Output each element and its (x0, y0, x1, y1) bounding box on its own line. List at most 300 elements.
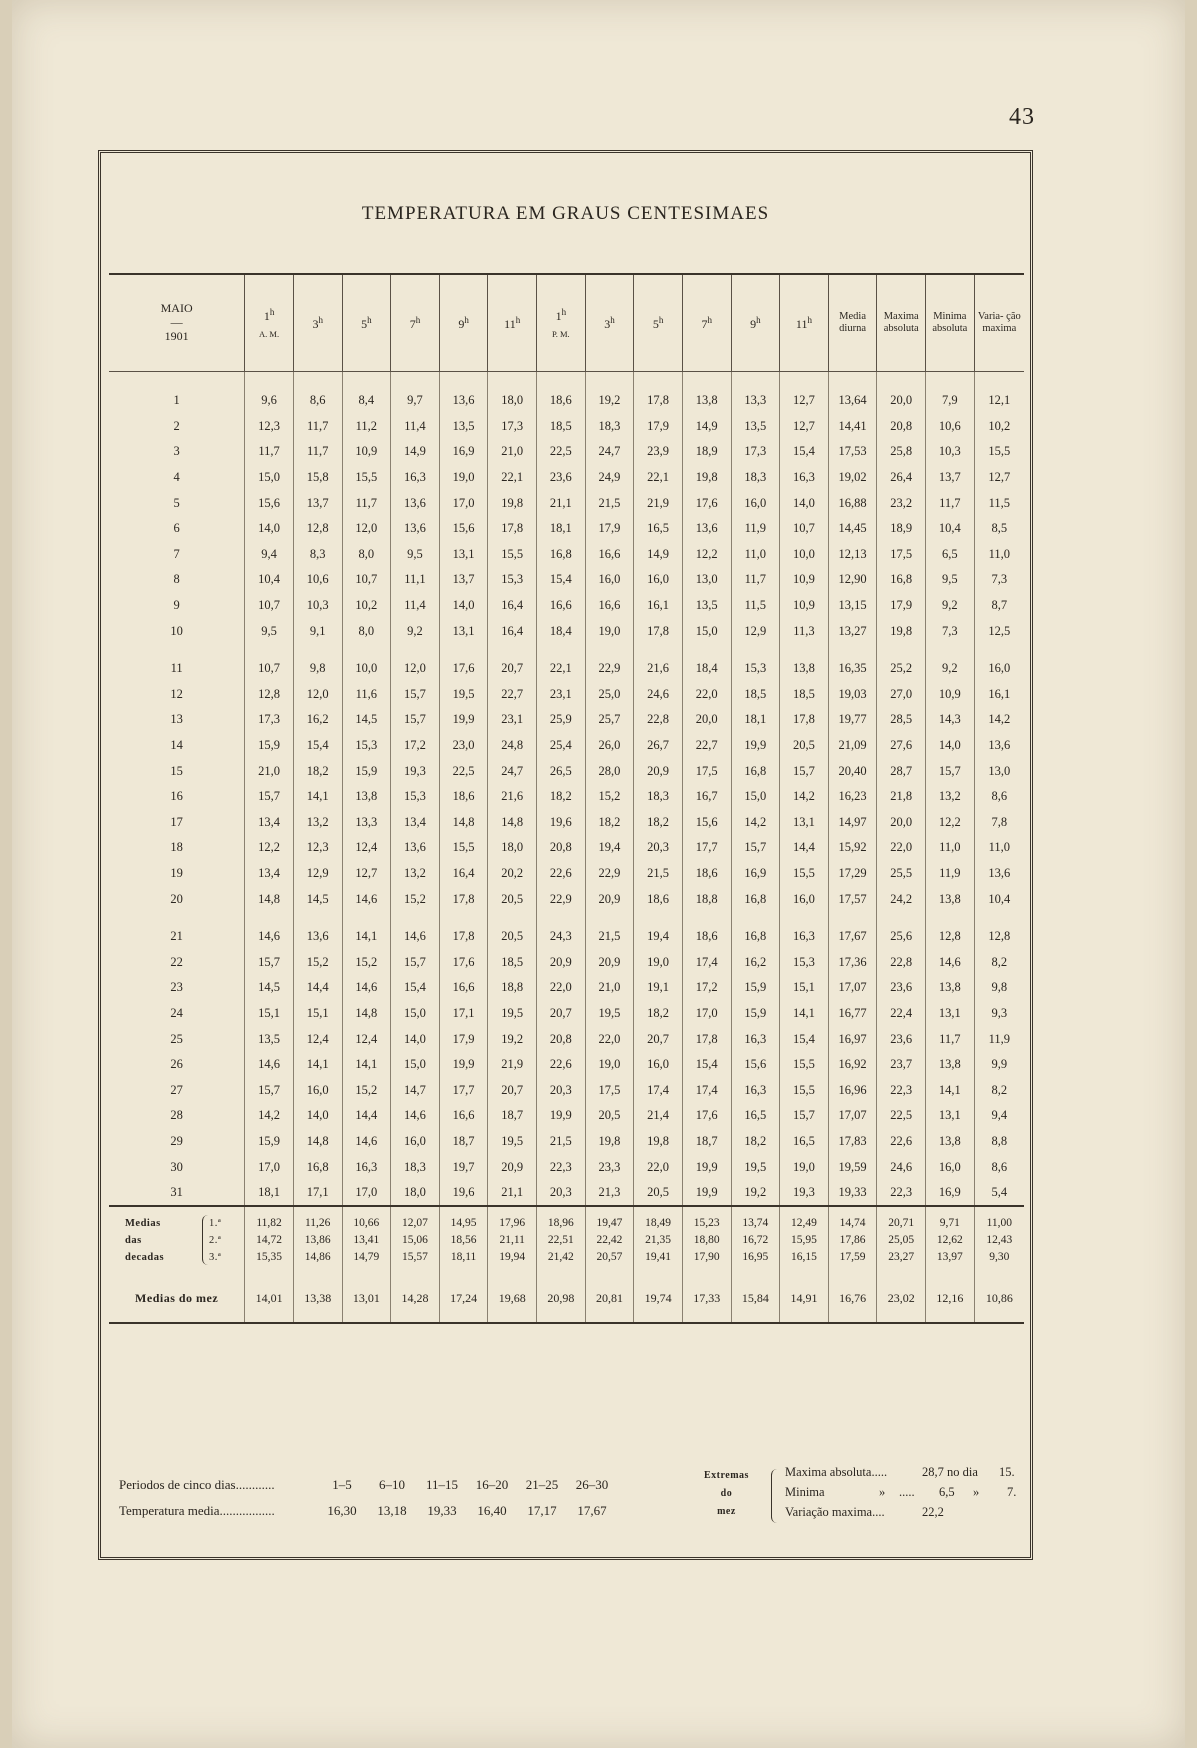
value-cell: 22,7 (488, 682, 537, 708)
value-cell: 10,9 (926, 682, 975, 708)
hour-header: 9$^h$ (731, 274, 780, 372)
table-row (109, 1001, 1024, 1027)
value-cell: 18,4 (682, 656, 731, 682)
value-cell: 16,23 (828, 784, 877, 810)
day-number: 4 (173, 470, 180, 485)
value-cell: 13,3 (731, 372, 780, 414)
value-cell: 9,5 (926, 567, 975, 593)
value-cell: 20,5 (488, 886, 537, 912)
value-cell: 14,0 (245, 516, 294, 542)
hour-header: 1$^h$ P. M. (537, 274, 586, 372)
value-cell: 22,3 (877, 1077, 926, 1103)
value-cell: 13,3 (342, 810, 391, 836)
gap-cell (731, 644, 780, 656)
value-cell: 16,6 (439, 975, 488, 1001)
gap-cell (293, 644, 342, 656)
table-row (109, 593, 1024, 619)
value-cell: 17,2 (391, 733, 440, 759)
value-cell: 11,1 (391, 567, 440, 593)
value-cell: 13,4 (245, 861, 294, 887)
mez-value-cell: 20,98 (537, 1274, 586, 1323)
value-cell: 13,6 (974, 861, 1024, 887)
decada-value: 19,94 (499, 1251, 526, 1264)
temperatura-cell: 17,67 (577, 1503, 607, 1518)
value-cell: 13,1 (926, 1001, 975, 1027)
value-cell: 15,0 (682, 618, 731, 644)
value-cell: 14,6 (342, 1129, 391, 1155)
decada-value: 25,05 (888, 1234, 915, 1247)
value-cell: 17,0 (439, 490, 488, 516)
decada-value: 23,27 (888, 1251, 915, 1264)
decada-value: 12,43 (986, 1234, 1013, 1247)
mez-value-cell: 14,01 (245, 1274, 294, 1323)
periodo-cell: 11–15 (425, 1477, 459, 1492)
value-cell: 25,5 (877, 861, 926, 887)
maxima-absoluta-header: Maxima absoluta (877, 274, 926, 372)
value-cell: 15,4 (780, 439, 829, 465)
decada-value: 12,49 (791, 1217, 817, 1230)
value-cell: 20,7 (488, 1077, 537, 1103)
value-cell: 12,4 (342, 1026, 391, 1052)
decada-values-cell (342, 1206, 391, 1274)
value-cell: 17,5 (682, 758, 731, 784)
value-cell: 13,6 (391, 835, 440, 861)
day-number: 25 (170, 1031, 183, 1046)
value-cell: 17,4 (682, 949, 731, 975)
value-cell: 20,9 (537, 949, 586, 975)
value-cell: 19,6 (537, 810, 586, 836)
value-cell: 20,3 (537, 1077, 586, 1103)
month-year-header: MAIO — 1901 (109, 274, 245, 372)
value-cell: 13,7 (293, 490, 342, 516)
value-cell: 19,77 (828, 707, 877, 733)
value-cell: 16,2 (731, 949, 780, 975)
value-cell: 12,8 (245, 682, 294, 708)
value-cell: 14,0 (293, 1103, 342, 1129)
table-row (109, 784, 1024, 810)
value-cell: 7,9 (926, 372, 975, 414)
value-cell: 15,2 (342, 949, 391, 975)
gap-cell (731, 912, 780, 924)
value-cell: 10,3 (293, 593, 342, 619)
value-cell: 19,0 (585, 618, 634, 644)
value-cell: 18,3 (634, 784, 683, 810)
value-cell: 15,0 (245, 465, 294, 491)
decada-value: 16,15 (791, 1251, 817, 1264)
value-cell: 17,6 (439, 656, 488, 682)
value-cell: 14,6 (342, 886, 391, 912)
value-cell: 14,9 (634, 542, 683, 568)
decada-values-cell (926, 1206, 975, 1274)
value-cell: 14,4 (780, 835, 829, 861)
value-cell: 22,7 (682, 733, 731, 759)
decada-value: 10,66 (353, 1217, 380, 1230)
value-cell: 20,5 (634, 1180, 683, 1207)
value-cell: 15,6 (682, 810, 731, 836)
decada-value: 21,35 (645, 1234, 672, 1247)
decada-value: 9,71 (939, 1217, 960, 1230)
value-cell: 26,7 (634, 733, 683, 759)
value-cell: 19,9 (439, 1052, 488, 1078)
gap-cell (974, 644, 1024, 656)
value-cell: 16,0 (780, 886, 829, 912)
value-cell: 10,6 (926, 414, 975, 440)
value-cell: 19,02 (828, 465, 877, 491)
value-cell: 11,9 (926, 861, 975, 887)
value-cell: 20,9 (585, 949, 634, 975)
value-cell: 25,0 (585, 682, 634, 708)
decada-value: 18,80 (693, 1234, 720, 1247)
decada-values-cell (537, 1206, 586, 1274)
value-cell: 15,2 (342, 1077, 391, 1103)
value-cell: 18,5 (488, 949, 537, 975)
value-cell: 18,2 (634, 1001, 683, 1027)
value-cell: 19,8 (877, 618, 926, 644)
value-cell: 18,5 (731, 682, 780, 708)
value-cell: 18,6 (682, 861, 731, 887)
value-cell: 12,0 (293, 682, 342, 708)
value-cell: 15,7 (245, 784, 294, 810)
value-cell: 11,9 (731, 516, 780, 542)
value-cell: 13,1 (439, 618, 488, 644)
value-cell: 13,8 (926, 1129, 975, 1155)
value-cell: 11,7 (293, 439, 342, 465)
value-cell: 15,0 (391, 1001, 440, 1027)
value-cell: 18,0 (391, 1180, 440, 1207)
value-cell: 17,9 (634, 414, 683, 440)
value-cell: 15,9 (245, 1129, 294, 1155)
day-number: 20 (170, 891, 183, 906)
value-cell: 21,0 (585, 975, 634, 1001)
mez-value-cell: 14,28 (391, 1274, 440, 1323)
value-cell: 14,6 (391, 1103, 440, 1129)
value-cell: 18,1 (731, 707, 780, 733)
table-row (109, 656, 1024, 682)
value-cell: 8,5 (974, 516, 1024, 542)
decada-value: 17,90 (693, 1251, 720, 1264)
value-cell: 15,7 (245, 1077, 294, 1103)
value-cell: 15,3 (488, 567, 537, 593)
value-cell: 15,4 (391, 975, 440, 1001)
value-cell: 19,5 (488, 1129, 537, 1155)
value-cell: 21,5 (585, 490, 634, 516)
value-cell: 15,7 (391, 949, 440, 975)
table-row (109, 1129, 1024, 1155)
day-number: 12 (170, 686, 183, 701)
value-cell: 20,5 (488, 924, 537, 950)
value-cell: 25,7 (585, 707, 634, 733)
day-number: 18 (170, 840, 183, 855)
value-cell: 10,0 (342, 656, 391, 682)
value-cell: 19,7 (439, 1154, 488, 1180)
decada-value: 14,72 (256, 1234, 283, 1247)
day-number: 5 (173, 495, 180, 510)
value-cell: 22,0 (585, 1026, 634, 1052)
value-cell: 16,4 (488, 593, 537, 619)
table-row (109, 835, 1024, 861)
day-number: 23 (170, 980, 183, 995)
value-cell: 14,8 (439, 810, 488, 836)
value-cell: 20,3 (537, 1180, 586, 1207)
table-row (109, 516, 1024, 542)
value-cell: 13,6 (391, 516, 440, 542)
day-number: 24 (170, 1005, 183, 1020)
value-cell: 15,4 (537, 567, 586, 593)
value-cell: 18,6 (634, 886, 683, 912)
mez-value-cell: 17,33 (682, 1274, 731, 1323)
value-cell: 15,7 (780, 1103, 829, 1129)
value-cell: 15,8 (293, 465, 342, 491)
value-cell: 18,3 (731, 465, 780, 491)
value-cell: 21,0 (488, 439, 537, 465)
value-cell: 11,3 (780, 618, 829, 644)
decada-value: 20,57 (596, 1251, 623, 1264)
value-cell: 10,9 (342, 439, 391, 465)
value-cell: 18,4 (537, 618, 586, 644)
mez-value-cell: 13,01 (342, 1274, 391, 1323)
value-cell: 17,6 (439, 949, 488, 975)
value-cell: 12,7 (780, 414, 829, 440)
value-cell: 15,92 (828, 835, 877, 861)
value-cell: 19,0 (634, 949, 683, 975)
value-cell: 13,64 (828, 372, 877, 414)
value-cell: 16,8 (877, 567, 926, 593)
value-cell: 22,9 (537, 886, 586, 912)
value-cell: 19,4 (634, 924, 683, 950)
value-cell: 26,0 (585, 733, 634, 759)
value-cell: 12,8 (293, 516, 342, 542)
value-cell: 17,7 (682, 835, 731, 861)
decada-values-cell (293, 1206, 342, 1274)
variacao-maxima-label: Variação maxima.... (785, 1505, 885, 1519)
decada-value: 17,86 (839, 1234, 866, 1247)
value-cell: 17,5 (877, 542, 926, 568)
value-cell: 11,7 (926, 490, 975, 516)
decada-value: 22,42 (596, 1234, 623, 1247)
hour-header: 3$^h$ (293, 274, 342, 372)
value-cell: 19,5 (488, 1001, 537, 1027)
value-cell: 10,4 (926, 516, 975, 542)
value-cell: 20,8 (537, 1026, 586, 1052)
value-cell: 14,5 (245, 975, 294, 1001)
day-number: 19 (170, 865, 183, 880)
value-cell: 10,9 (780, 593, 829, 619)
value-cell: 14,97 (828, 810, 877, 836)
day-number: 28 (170, 1108, 183, 1123)
value-cell: 16,3 (391, 465, 440, 491)
value-cell: 15,5 (342, 465, 391, 491)
gap-cell (391, 644, 440, 656)
value-cell: 14,8 (488, 810, 537, 836)
day-number: 26 (170, 1057, 183, 1072)
decada-value: 15,95 (791, 1234, 817, 1247)
value-cell: 15,7 (391, 707, 440, 733)
gap-cell (245, 644, 294, 656)
value-cell: 18,2 (634, 810, 683, 836)
temperatura-media-label: Temperatura media................. (119, 1503, 275, 1518)
value-cell: 18,7 (439, 1129, 488, 1155)
value-cell: 8,0 (342, 542, 391, 568)
decada-value: 17,96 (499, 1217, 526, 1230)
decada-value: 18,56 (450, 1234, 477, 1247)
value-cell: 11,0 (731, 542, 780, 568)
value-cell: 20,7 (537, 1001, 586, 1027)
gap-cell (537, 912, 586, 924)
value-cell: 13,5 (439, 414, 488, 440)
value-cell: 14,1 (780, 1001, 829, 1027)
value-cell: 11,4 (391, 593, 440, 619)
value-cell: 21,6 (488, 784, 537, 810)
extremas-brace (771, 1469, 778, 1523)
value-cell: 16,9 (731, 861, 780, 887)
table-row (109, 975, 1024, 1001)
value-cell: 22,3 (537, 1154, 586, 1180)
value-cell: 17,07 (828, 1103, 877, 1129)
value-cell: 13,6 (293, 924, 342, 950)
value-cell: 11,5 (731, 593, 780, 619)
value-cell: 17,0 (342, 1180, 391, 1207)
value-cell: 19,6 (439, 1180, 488, 1207)
value-cell: 15,1 (780, 975, 829, 1001)
value-cell: 16,7 (682, 784, 731, 810)
decada-value: 14,79 (353, 1251, 380, 1264)
day-number: 7 (173, 546, 180, 561)
value-cell: 15,7 (780, 758, 829, 784)
value-cell: 12,3 (293, 835, 342, 861)
value-cell: 12,5 (974, 618, 1024, 644)
value-cell: 19,1 (634, 975, 683, 1001)
decada-value: 14,74 (839, 1217, 866, 1230)
value-cell: 6,5 (926, 542, 975, 568)
value-cell: 13,4 (245, 810, 294, 836)
value-cell: 13,1 (926, 1103, 975, 1129)
value-cell: 17,6 (682, 490, 731, 516)
extremas-label: Extremas do mez (704, 1470, 749, 1517)
value-cell: 19,8 (634, 1129, 683, 1155)
value-cell: 14,6 (342, 975, 391, 1001)
value-cell: 10,7 (245, 656, 294, 682)
minima-absoluta-header: Minima absoluta (926, 274, 975, 372)
value-cell: 24,9 (585, 465, 634, 491)
value-cell: 12,2 (682, 542, 731, 568)
day-number: 16 (170, 789, 183, 804)
value-cell: 17,8 (439, 924, 488, 950)
decada-value: 15,57 (402, 1251, 428, 1264)
value-cell: 24,8 (488, 733, 537, 759)
mez-value-cell: 10,86 (974, 1274, 1024, 1323)
decada-values-cell (731, 1206, 780, 1274)
value-cell: 17,1 (439, 1001, 488, 1027)
value-cell: 13,8 (682, 372, 731, 414)
value-cell: 15,5 (780, 1077, 829, 1103)
value-cell: 15,9 (342, 758, 391, 784)
value-cell: 10,2 (974, 414, 1024, 440)
gap-cell (342, 912, 391, 924)
value-cell: 16,6 (585, 542, 634, 568)
value-cell: 14,45 (828, 516, 877, 542)
value-cell: 16,8 (731, 886, 780, 912)
value-cell: 13,15 (828, 593, 877, 619)
value-cell: 8,6 (293, 372, 342, 414)
hour-header: 11$^h$ (780, 274, 829, 372)
variacao-maxima-header: Varia- ção maxima (974, 274, 1024, 372)
value-cell: 14,4 (342, 1103, 391, 1129)
value-cell: 18,2 (731, 1129, 780, 1155)
value-cell: 21,6 (634, 656, 683, 682)
value-cell: 14,3 (926, 707, 975, 733)
value-cell: 15,0 (731, 784, 780, 810)
value-cell: 15,5 (974, 439, 1024, 465)
medias-do-mez-row (109, 1274, 1024, 1323)
gap-cell (245, 912, 294, 924)
gap-cell (391, 912, 440, 924)
gap-cell (780, 644, 829, 656)
value-cell: 20,8 (537, 835, 586, 861)
value-cell: 14,0 (926, 733, 975, 759)
decada-value: 16,95 (742, 1251, 769, 1264)
value-cell: 20,0 (877, 810, 926, 836)
value-cell: 28,0 (585, 758, 634, 784)
table-row (109, 861, 1024, 887)
value-cell: 19,2 (731, 1180, 780, 1207)
value-cell: 5,4 (974, 1180, 1024, 1207)
value-cell: 15,7 (731, 835, 780, 861)
value-cell: 8,6 (974, 784, 1024, 810)
value-cell: 17,3 (245, 707, 294, 733)
hour-header: 9$^h$ (439, 274, 488, 372)
value-cell: 21,09 (828, 733, 877, 759)
value-cell: 20,9 (585, 886, 634, 912)
value-cell: 23,6 (537, 465, 586, 491)
table-row (109, 924, 1024, 950)
value-cell: 16,1 (974, 682, 1024, 708)
value-cell: 15,5 (780, 1052, 829, 1078)
periodo-cell: 6–10 (379, 1477, 405, 1492)
gap-cell (439, 912, 488, 924)
value-cell: 20,9 (488, 1154, 537, 1180)
value-cell: 23,1 (537, 682, 586, 708)
value-cell: 11,5 (974, 490, 1024, 516)
value-cell: 11,7 (342, 490, 391, 516)
value-cell: 16,96 (828, 1077, 877, 1103)
table-row (109, 1077, 1024, 1103)
gap-cell (634, 912, 683, 924)
decada-value: 13,74 (742, 1217, 769, 1230)
value-cell: 15,6 (439, 516, 488, 542)
mez-value-cell: 13,38 (293, 1274, 342, 1323)
value-cell: 20,9 (634, 758, 683, 784)
decadas-brace (202, 1215, 209, 1265)
value-cell: 9,7 (391, 372, 440, 414)
value-cell: 22,3 (877, 1180, 926, 1207)
decada-value: 16,72 (742, 1234, 769, 1247)
value-cell: 22,8 (634, 707, 683, 733)
value-cell: 14,2 (731, 810, 780, 836)
value-cell: 16,3 (731, 1026, 780, 1052)
value-cell: 16,0 (974, 656, 1024, 682)
value-cell: 17,4 (682, 1077, 731, 1103)
gap-cell (488, 644, 537, 656)
decada-values-cell (585, 1206, 634, 1274)
value-cell: 22,0 (877, 835, 926, 861)
decada-value: 19,41 (645, 1251, 672, 1264)
value-cell: 14,1 (926, 1077, 975, 1103)
value-cell: 18,7 (488, 1103, 537, 1129)
value-cell: 23,2 (877, 490, 926, 516)
minima-ditto-2: » (973, 1485, 980, 1499)
value-cell: 11,7 (245, 439, 294, 465)
value-cell: 22,5 (439, 758, 488, 784)
